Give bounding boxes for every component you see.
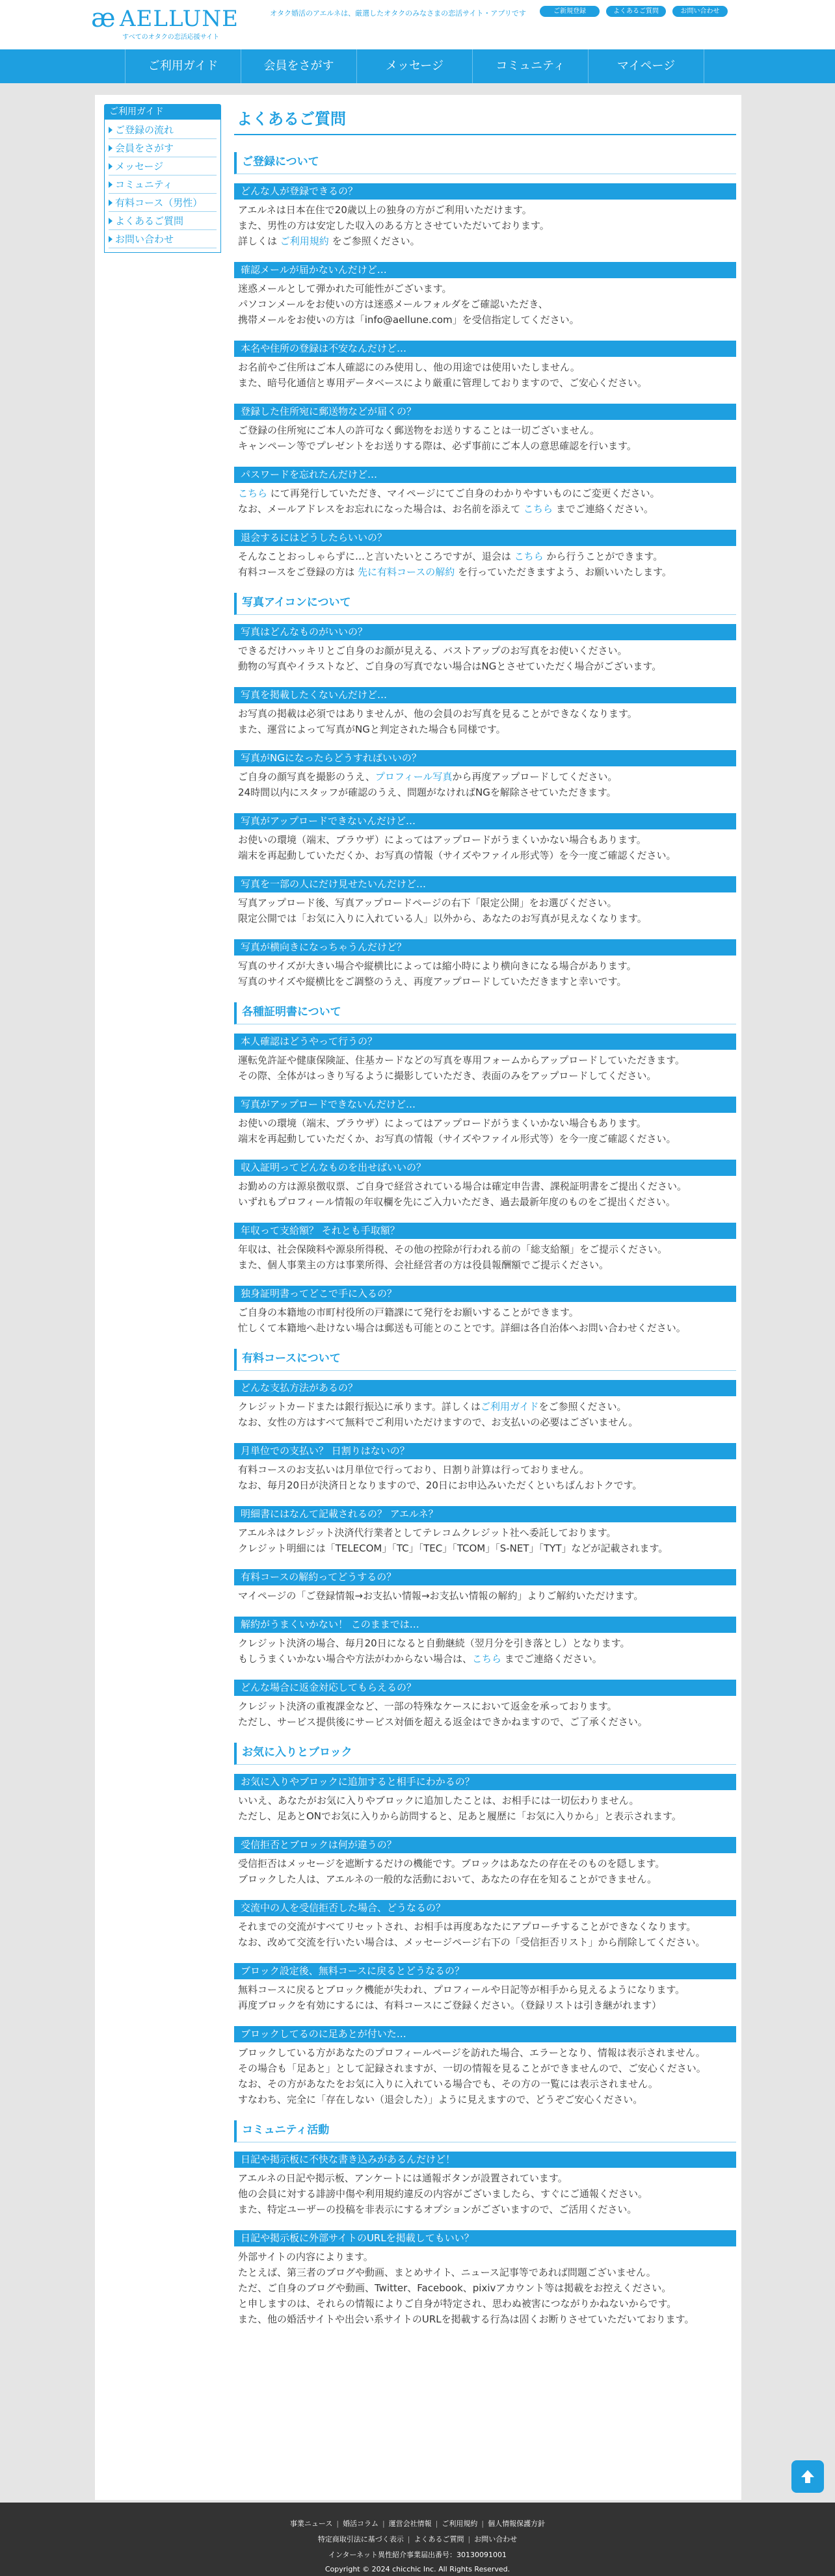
answer-line: ブロックしている方があなたのプロフィールページを訪れた場合、エラーとなり、情報は表示されません。 [238, 2047, 706, 2059]
faq-answer [234, 1853, 736, 1887]
faq-item [234, 1774, 736, 1824]
faq-answer [234, 892, 736, 926]
faq-answer [234, 546, 736, 580]
main-content [234, 108, 736, 2340]
faq-item [234, 467, 736, 517]
faq-answer [234, 1176, 736, 1210]
answer-link[interactable]: こちら [514, 551, 544, 562]
footer-link[interactable]: 事業ニュース [289, 2519, 333, 2528]
sidebar-item-label: お問い合わせ [115, 233, 174, 245]
faq-question[interactable]: お気に入りやブロックに追加すると相手にわかるの？ [234, 1774, 736, 1790]
nav-message[interactable]: メッセージ [357, 49, 473, 83]
answer-line: なお、女性の方はすべて無料でご利用いただけますので、お支払いの必要はございません。 [238, 1416, 639, 1428]
answer-text: から再度アップロードしてください。 [452, 771, 618, 783]
nav-community[interactable]: コミュニティ [473, 49, 589, 83]
footer-links-secondary [0, 2534, 835, 2544]
faq-item [234, 1097, 736, 1147]
faq-item [234, 1617, 736, 1667]
section-heading: 有料コースについて [234, 1349, 736, 1371]
faq-question[interactable]: 日記や掲示板に不快な書き込みがあるんだけど！ [234, 2152, 736, 2168]
faq-item [234, 1963, 736, 2013]
triangle-right-icon [109, 200, 113, 206]
answer-text: から行うことができます。 [543, 551, 663, 562]
faq-answer [234, 1696, 736, 1730]
answer-line: お写真の掲載は必須ではありませんが、他の会員のお写真を見ることができなくなります。 [238, 708, 637, 720]
faq-question[interactable]: 写真がアップロードできないんだけど… [234, 1097, 736, 1113]
answer-line: また、特定ユーザーの投稿を非表示にするオプションがございますので、ご活用ください。 [238, 2204, 637, 2215]
answer-line: アエルネはクレジット決済代行業者としてテレコムクレジット社へ委託しております。 [238, 1527, 616, 1539]
answer-line [238, 1399, 734, 1414]
answer-line: アエルネの日記や掲示板、アンケートには通報ボタンが設置されています。 [238, 2172, 568, 2184]
answer-line: その場合も「足あと」として記録されますが、一切の情報を見ることができませんので、ご安心ください。 [238, 2062, 706, 2074]
answer-line: なお、改めて交流を行いたい場合は、メッセージページ右下の「受信拒否リスト」から削除してください。 [238, 1936, 706, 1948]
sidebar-item-message[interactable] [109, 157, 217, 176]
answer-line: たとえば、第三者のブログや動画、まとめサイト、ニュース記事等であれば問題ございません。 [238, 2267, 656, 2278]
sidebar-item-contact[interactable] [109, 230, 217, 248]
faq-item [234, 1034, 736, 1084]
answer-text: をご参照ください。 [328, 235, 420, 247]
faq-answer [234, 1396, 736, 1430]
answer-line: 端末を再起動していただくか、お写真の情報（サイズやファイル形式等）を今一度ご確認ください。 [238, 850, 676, 861]
logo-mark: æ [91, 3, 116, 33]
footer-separator: | [468, 2535, 471, 2543]
sidebar-item-community[interactable] [109, 176, 217, 194]
answer-line: 有料コースのお支払いは月単位で行っており、日割り計算は行っておりません。 [238, 1464, 590, 1476]
faq-question[interactable]: 交流中の人を受信拒否した場合、どうなるの？ [234, 1900, 736, 1916]
sidebar-item-paid-course[interactable] [109, 194, 217, 212]
faq-answer [234, 956, 736, 989]
faq-question[interactable]: 年収って支給額？ それとも手取額？ [234, 1223, 736, 1239]
sidebar-item-label: よくあるご質問 [115, 215, 184, 227]
faq-item [234, 341, 736, 391]
answer-line [238, 1651, 734, 1667]
faq-list [234, 152, 736, 2327]
faq-question[interactable]: 写真がアップロードできないんだけど… [234, 813, 736, 829]
footer-separator: | [481, 2519, 484, 2528]
nav-search-members[interactable]: 会員をさがす [241, 49, 357, 83]
faq-item [234, 1160, 736, 1210]
answer-text: もしうまくいかない場合や方法がわからない場合は、 [238, 1653, 473, 1665]
faq-button[interactable]: よくあるご質問 [606, 6, 666, 17]
faq-item [234, 1900, 736, 1950]
faq-question[interactable]: 受信拒否とブロックは何が違うの？ [234, 1837, 736, 1853]
register-button[interactable]: ご新規登録 [540, 6, 600, 17]
faq-item [234, 1680, 736, 1730]
faq-item [234, 1223, 736, 1273]
answer-link[interactable]: 先に有料コースの解約 [358, 566, 455, 578]
answer-line: マイページの「ご登録情報→お支払い情報→お支払い情報の解約」よりご解約いただけます。 [238, 1590, 644, 1602]
sidebar-item-label: 会員をさがす [115, 142, 174, 154]
faq-question[interactable]: 日記や掲示板に外部サイトのURLを掲載してもいい？ [234, 2230, 736, 2246]
faq-answer [234, 483, 736, 517]
sidebar-item-label: 有料コース（男性） [115, 197, 203, 209]
answer-line: 再度ブロックを有効にするには、有料コースにご登録ください。（登録リストは引き継がれます） [238, 1999, 662, 2011]
faq-question[interactable]: 解約がうまくいかない！ このままでは… [234, 1617, 736, 1633]
faq-answer [234, 1113, 736, 1147]
answer-line: ブロックした人は、アエルネの一般的な活動において、あなたの存在を知ることができません。 [238, 1873, 657, 1885]
logo-subtitle: すべてのオタクの恋活応援サイト [122, 34, 220, 41]
sidebar-item-registration-flow[interactable] [109, 121, 217, 139]
footer-separator: | [435, 2519, 438, 2528]
answer-line: 年収は、社会保険料や源泉所得税、その他の控除が行われる前の「総支給額」をご提示ください。 [238, 1243, 668, 1255]
answer-line: また、運営によって写真がNGと判定された場合も同様です。 [238, 723, 506, 735]
answer-line: 限定公開では「お気に入りに入れている人」以外から、あなたのお写真が見えなくなります。 [238, 913, 647, 924]
faq-answer [234, 766, 736, 800]
nav-mypage[interactable]: マイページ [589, 49, 704, 83]
faq-item [234, 1380, 736, 1430]
answer-text: を行っていただきますよう、お願いいたします。 [455, 566, 672, 578]
triangle-right-icon [109, 218, 113, 224]
answer-line: 24時間以内にスタッフが確認のうえ、問題がなければNGを解除させていただきます。 [238, 787, 616, 798]
faq-item [234, 183, 736, 249]
nav-guide[interactable]: ご利用ガイド [126, 49, 241, 83]
answer-line: ご登録の住所宛にご本人の許可なく郵送物をお送りすることは一切ございません。 [238, 424, 600, 436]
sidebar-item-label: ご登録の流れ [115, 124, 174, 136]
answer-line: それまでの交流がすべてリセットされ、お相手は再度あなたにアプローチすることができなくなります。 [238, 1921, 696, 1932]
answer-link[interactable]: ご利用ガイド [480, 1401, 539, 1412]
answer-link[interactable]: こちら [524, 503, 553, 515]
faq-item [234, 2230, 736, 2327]
answer-line: 写真アップロード後、写真アップロードページの右下「限定公開」をお選びください。 [238, 897, 617, 909]
faq-answer [234, 1633, 736, 1667]
answer-text: ご自身の顔写真を撮影のうえ、 [238, 771, 375, 783]
answer-line: 迷惑メールとして弾かれた可能性がございます。 [238, 283, 452, 294]
answer-text: までご連絡ください。 [501, 1653, 602, 1665]
answer-text: クレジットカードまたは銀行振込に承ります。詳しくは [238, 1401, 481, 1412]
faq-answer [234, 200, 736, 249]
content-area [95, 95, 741, 2500]
answer-line: 携帯メールをお使いの方は「info@aellune.com」を受信指定してください。 [238, 314, 579, 326]
faq-item [234, 813, 736, 863]
answer-line [238, 564, 734, 580]
tagline: オタク婚活のアエルネは、厳選したオタクのみなさまの恋活サイト・アプリです [270, 9, 526, 18]
faq-section [234, 1743, 736, 2107]
triangle-right-icon [109, 181, 113, 188]
faq-question[interactable]: どんな人が登録できるの？ [234, 183, 736, 200]
faq-section [234, 1349, 736, 1730]
footer-separator: | [382, 2519, 385, 2528]
footer-links [0, 2518, 835, 2529]
answer-line: お使いの環境（端末、ブラウザ）によってはアップロードがうまくいかない場合もあります。 [238, 834, 646, 846]
section-heading: ご登録について [234, 152, 736, 174]
answer-line [238, 501, 734, 517]
answer-line [238, 769, 734, 785]
faq-item [234, 876, 736, 926]
faq-question[interactable]: 写真が横向きになっちゃうんだけど？ [234, 939, 736, 956]
footer-link[interactable]: 婚活コラム [343, 2519, 378, 2528]
faq-question[interactable]: 退会するにはどうしたらいいの？ [234, 530, 736, 546]
faq-item [234, 2152, 736, 2217]
answer-text: にて再発行していただき、マイページにてご自身のわかりやすいものにご変更ください。 [267, 488, 660, 499]
sidebar-item-label: コミュニティ [115, 179, 173, 190]
answer-line [238, 486, 734, 501]
faq-item [234, 404, 736, 454]
answer-line: お名前やご住所はご本人確認にのみ使用し、他の用途では使用いたしません。 [238, 361, 580, 373]
sidebar-item-label: メッセージ [115, 161, 164, 172]
triangle-right-icon [109, 127, 113, 133]
answer-line: 忙しくて本籍地へ赴けない場合は郵送も可能とのことです。詳細は各自治体へお問い合わせください。 [238, 1322, 686, 1334]
faq-section [234, 2120, 736, 2327]
faq-answer [234, 2246, 736, 2327]
faq-question[interactable]: ブロック設定後、無料コースに戻るとどうなるの？ [234, 1963, 736, 1979]
faq-item [234, 687, 736, 737]
answer-text: そんなことおっしゃらずに…と言いたいところですが、退会は [238, 551, 514, 562]
answer-line: また、男性の方は安定した収入のある方とさせていただいております。 [238, 220, 550, 231]
answer-line: と申しますのは、それらの情報によりご自身が特定され、思わぬ被害につながりかねないからです。 [238, 2298, 677, 2309]
faq-item [234, 750, 736, 800]
faq-question[interactable]: 写真はどんなものがいいの？ [234, 624, 736, 640]
faq-question[interactable]: 月単位での支払い？ 日割りはないの？ [234, 1443, 736, 1459]
answer-line: アエルネは日本在住で20歳以上の独身の方がご利用いただけます。 [238, 204, 532, 216]
section-heading: 各種証明書について [234, 1002, 736, 1024]
faq-answer [234, 1790, 736, 1824]
faq-question[interactable]: 確認メールが届かないんだけど… [234, 262, 736, 278]
footer-link[interactable]: ご利用規約 [442, 2519, 478, 2528]
footer-link[interactable]: 特定商取引法に基づく表示 [317, 2535, 404, 2543]
answer-link[interactable]: こちら [238, 488, 268, 499]
faq-item [234, 1506, 736, 1556]
faq-item [234, 939, 736, 989]
faq-answer [234, 1979, 736, 2013]
answer-line: できるだけハッキリとご自身のお顔が見える、バストアップのお写真をお使いください。 [238, 645, 628, 657]
answer-line: いずれもプロフィール情報の年収欄を先にご入力いただき、過去最新年度のものをご提出ください。 [238, 1196, 676, 1208]
answer-line: クレジット決済の場合、毎月20日になると自動継続（翌月分を引き落とし）となります。 [238, 1637, 630, 1649]
answer-line: すなわち、完全に「存在しない（退会した）」ように見えますので、どうぞご安心ください。 [238, 2094, 643, 2105]
faq-item [234, 530, 736, 580]
triangle-right-icon [109, 236, 113, 242]
answer-text: 有料コースをご登録の方は [238, 566, 358, 578]
sidebar-item-search-members[interactable] [109, 139, 217, 157]
answer-line: お使いの環境（端末、ブラウザ）によってはアップロードがうまくいかない場合もあります。 [238, 1117, 646, 1129]
footer [0, 2503, 835, 2576]
answer-line: ただし、足あとONでお気に入りから訪問すると、足あと履歴に「お気に入りから」と表示されます。 [238, 1810, 682, 1822]
answer-line: 他の会員に対する誹謗中傷や利用規約違反の内容がございましたら、すぐにご通報ください。 [238, 2188, 648, 2200]
faq-answer [234, 1522, 736, 1556]
faq-item [234, 624, 736, 674]
faq-question[interactable]: 写真がNGになったらどうすればいいの？ [234, 750, 736, 766]
answer-line: クレジット決済の重複課金など、一部の特殊なケースにおいて返金を承っております。 [238, 1700, 617, 1712]
answer-line: いいえ、あなたがお気に入りやブロックに追加したことは、お相手には一切伝わりません。 [238, 1795, 639, 1806]
answer-line [238, 549, 734, 564]
answer-line: また、暗号化通信と専用データベースにより厳重に管理しておりますので、ご安心ください。 [238, 377, 647, 389]
answer-line: 運転免許証や健康保険証、住基カードなどの写真を専用フォームからアップロードしていただきます。 [238, 1054, 685, 1066]
faq-answer [234, 829, 736, 863]
answer-line: ただし、サービス提供後にサービス対価を超える返金はできかねますので、ご了承ください。 [238, 1716, 648, 1728]
answer-text: までご連絡ください。 [553, 503, 654, 515]
page-top-button[interactable] [791, 2460, 824, 2493]
section-heading: コミュニティ活動 [234, 2120, 736, 2142]
answer-line: 端末を再起動していただくか、お写真の情報（サイズやファイル形式等）を今一度ご確認ください。 [238, 1133, 676, 1145]
faq-answer [234, 703, 736, 737]
faq-section [234, 1002, 736, 1336]
sidebar [104, 104, 221, 253]
footer-link[interactable]: 運営会社情報 [388, 2519, 432, 2528]
faq-question[interactable]: ブロックしてるのに足あとが付いた… [234, 2026, 736, 2042]
answer-line: 外部サイトの内容によります。 [238, 2251, 373, 2263]
faq-question[interactable]: パスワードを忘れたんだけど… [234, 467, 736, 483]
faq-answer [234, 2042, 736, 2107]
footer-copyright: Copyright © 2024 chicchic Inc. All Rights Reserved. [325, 2565, 510, 2573]
faq-answer [234, 357, 736, 391]
answer-text: なお、メールアドレスをお忘れになった場合は、お名前を添えて [238, 503, 524, 515]
answer-line: 動物の写真やイラストなど、ご自身の写真でない場合はNGとさせていただく場合がございます。 [238, 660, 662, 672]
footer-registration-number: インターネット異性紹介事業届出番号：30130091001 [328, 2551, 507, 2559]
faq-item [234, 1569, 736, 1604]
faq-item [234, 262, 736, 328]
faq-section [234, 152, 736, 580]
footer-link[interactable]: 個人情報保護方針 [488, 2519, 546, 2528]
faq-question[interactable]: どんな場合に返金対応してもらえるの？ [234, 1680, 736, 1696]
faq-answer [234, 640, 736, 674]
answer-line: その際、全体がはっきり写るように撮影していただき、表面のみをアップロードしてください。 [238, 1070, 657, 1082]
faq-answer [234, 420, 736, 454]
faq-question[interactable]: 本名や住所の登録は不安なんだけど… [234, 341, 736, 357]
footer-link[interactable]: お問い合わせ [474, 2535, 518, 2543]
faq-answer [234, 278, 736, 328]
page-title: よくあるご質問 [234, 108, 736, 135]
faq-question[interactable]: どんな支払方法があるの？ [234, 1380, 736, 1396]
answer-link[interactable]: ご利用規約 [280, 235, 329, 247]
answer-line: ただ、ご自身のブログや動画、Twitter、Facebook、pixivアカウント等は掲載をお控えください。 [238, 2282, 672, 2294]
faq-question[interactable]: 有料コースの解約ってどうするの？ [234, 1569, 736, 1585]
sidebar-item-faq[interactable] [109, 212, 217, 230]
answer-line: ご自身の本籍地の市町村役所の戸籍課にて発行をお願いすることができます。 [238, 1307, 579, 1318]
faq-section [234, 593, 736, 989]
answer-line: 受信拒否はメッセージを遮断するだけの機能です。ブロックはあなたの存在そのものを隠します。 [238, 1858, 665, 1869]
arrow-up-icon [798, 2467, 817, 2486]
faq-answer [234, 1459, 736, 1493]
answer-line [238, 233, 734, 249]
answer-link[interactable]: プロフィール写真 [375, 771, 453, 783]
faq-question[interactable]: 本人確認はどうやって行うの？ [234, 1034, 736, 1050]
answer-line: クレジット明細には「TELECOM」「TC」「TEC」「TCOM」「S-NET」「TYT」などが記載されます。 [238, 1542, 669, 1554]
faq-question[interactable]: 独身証明書ってどこで手に入るの？ [234, 1286, 736, 1302]
logo-word: AELLUNE [120, 6, 239, 32]
faq-answer [234, 2168, 736, 2217]
header-buttons [540, 6, 728, 17]
contact-button[interactable]: お問い合わせ [672, 6, 728, 17]
answer-line: なお、その方があなたをお気に入りに入れている場合でも、その方の一覧には表示されません。 [238, 2078, 658, 2090]
faq-item [234, 1286, 736, 1336]
main-nav [0, 49, 835, 83]
faq-answer [234, 1239, 736, 1273]
faq-answer [234, 1302, 736, 1336]
faq-answer [234, 1050, 736, 1084]
section-heading: 写真アイコンについて [234, 593, 736, 615]
answer-line: 写真のサイズや縦横比をご調整のうえ、再度アップロードしていただきますと幸いです。 [238, 976, 627, 987]
faq-item [234, 1443, 736, 1493]
answer-line: また、個人事業主の方は事業所得、会社経営者の方は役員報酬額でご提示ください。 [238, 1259, 609, 1271]
section-heading: お気に入りとブロック [234, 1743, 736, 1765]
faq-question[interactable]: 写真を一部の人にだけ見せたいんだけど… [234, 876, 736, 892]
header [0, 0, 835, 49]
footer-separator: | [336, 2519, 339, 2528]
faq-question[interactable]: 登録した住所宛に郵送物などが届くの？ [234, 404, 736, 420]
sidebar-menu [104, 120, 221, 253]
faq-answer [234, 1916, 736, 1950]
footer-separator: | [407, 2535, 410, 2543]
faq-item [234, 2026, 736, 2107]
answer-line: パソコンメールをお使いの方は迷惑メールフォルダをご確認いただき、 [238, 298, 548, 310]
faq-answer [234, 1585, 736, 1604]
logo[interactable] [91, 3, 239, 43]
triangle-right-icon [109, 163, 113, 170]
footer-link[interactable]: よくあるご質問 [414, 2535, 464, 2543]
answer-link[interactable]: こちら [472, 1653, 502, 1665]
answer-text: 詳しくは [238, 235, 280, 247]
answer-line: 写真のサイズが大きい場合や縦横比によっては縮小時により横向きになる場合があります。 [238, 960, 637, 972]
faq-item [234, 1837, 736, 1887]
answer-line: また、他の婚活サイトや出会い系サイトのURLを掲載する行為は固くお断りさせていただいております。 [238, 2313, 695, 2325]
answer-line: お勤めの方は源泉徴収票、ご自身で経営されている場合は確定申告書、課税証明書をご提出ください。 [238, 1180, 687, 1192]
triangle-right-icon [109, 145, 113, 151]
faq-question[interactable]: 明細書にはなんて記載されるの？ アエルネ？ [234, 1506, 736, 1522]
answer-line: キャンペーン等でプレゼントをお送りする際は、必ず事前にご本人の意思確認を行います。 [238, 440, 637, 452]
answer-line: なお、毎月20日が決済日となりますので、20日にお申込みいただくといちばんおトクです。 [238, 1479, 643, 1491]
faq-question[interactable]: 収入証明ってどんなものを出せばいいの？ [234, 1160, 736, 1176]
answer-line: 無料コースに戻るとブロック機能が失われ、プロフィールや日記等が相手から見えるようになります。 [238, 1984, 685, 1996]
answer-text: をご参照ください。 [538, 1401, 627, 1412]
sidebar-title: ご利用ガイド [104, 104, 221, 120]
faq-question[interactable]: 写真を掲載したくないんだけど… [234, 687, 736, 703]
